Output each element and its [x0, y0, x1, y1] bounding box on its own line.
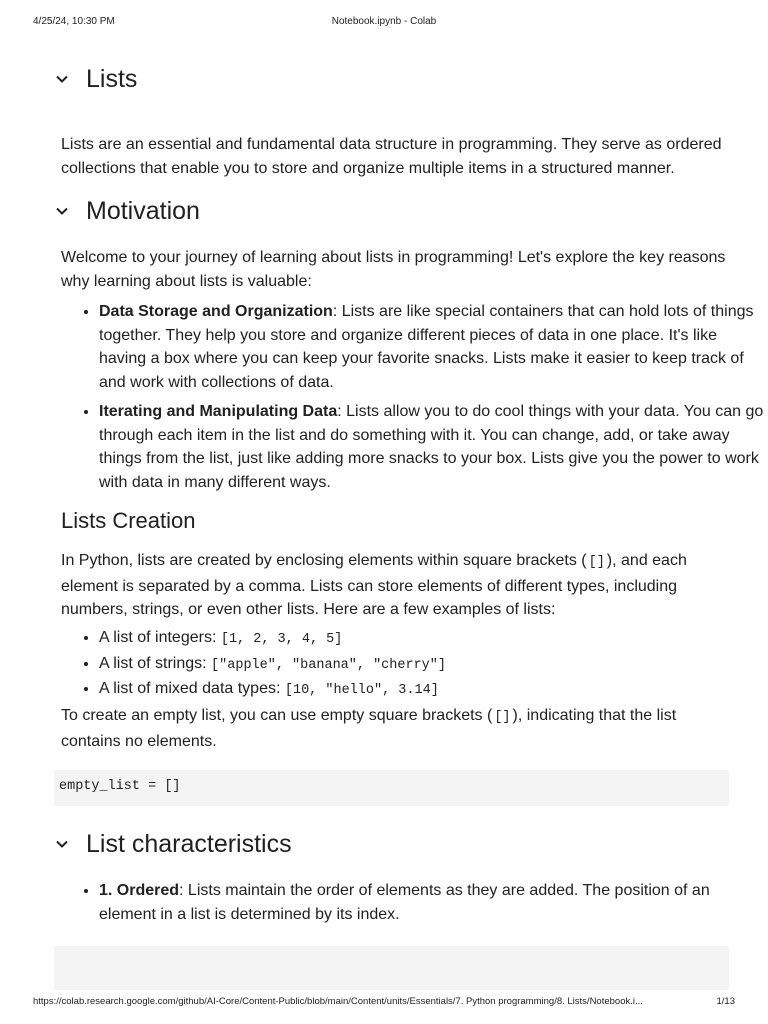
characteristics-bullet-list [61, 879, 767, 926]
print-footer [33, 996, 735, 1010]
bullet-heading: 1. Ordered [99, 882, 180, 899]
motivation-bullet-list [61, 300, 767, 500]
section-title-list-characteristics: List characteristics [86, 829, 292, 858]
empty-list-paragraph [61, 704, 731, 753]
section-title-lists-creation: Lists Creation [61, 508, 196, 533]
example-label: A list of integers: [99, 629, 221, 646]
creation-intro-text-before: In Python, lists are created by enclosing elements within square brackets ( [61, 552, 587, 569]
bullet-text: : Lists maintain the order of elements as they are added. The position of an element in a list is determined by its index. [99, 882, 710, 923]
print-url: https://colab.research.google.com/github/AI-Core/Content-Public/blob/main/Content/units/Essentials/7. Python programming/8. Lists/Notebook.i... [33, 996, 643, 1007]
creation-examples-list [61, 626, 767, 703]
section-header-list-characteristics [54, 828, 292, 860]
list-item [99, 677, 767, 703]
lists-intro-paragraph: Lists are an essential and fundamental data structure in programming. They serve as ordered collections that enable you to store and organize multiple items in a structured manner. [61, 136, 722, 177]
section-title-lists: Lists [86, 64, 138, 93]
section-header-lists [54, 63, 137, 95]
code-cell[interactable] [54, 946, 729, 990]
list-item [99, 400, 767, 494]
empty-list-text-after: ), indicating that the list contains no elements. [61, 707, 677, 750]
creation-intro-text-after: ), and each element is separated by a comma. Lists can store elements of different types, including numbers, strings, or even other lists. Here are a few examples of lists: [61, 552, 687, 618]
section-title-motivation: Motivation [86, 196, 200, 225]
example-label: A list of strings: [99, 654, 212, 672]
chevron-down-icon[interactable] [54, 836, 70, 852]
inline-code: [] [494, 710, 511, 725]
print-datetime: 4/25/24, 10:30 PM [33, 16, 115, 27]
list-item [99, 300, 767, 394]
section-header-motivation [54, 195, 200, 227]
example-code: [10, "hello", 3.14] [284, 683, 439, 698]
print-header [33, 16, 735, 30]
bullet-heading: Data Storage and Organization [99, 303, 333, 320]
bullet-text: : Lists are like special containers that can hold lots of things together. They help you store and organize different pieces of data in one place. It's like having a box where you can keep your favorite snacks. Lists make it easier to keep track of and work with collections of data. [99, 303, 754, 391]
section-header-lists-creation [61, 505, 196, 537]
code-cell-source[interactable]: empty_list = [] [59, 779, 181, 794]
chevron-down-icon[interactable] [54, 203, 70, 219]
list-item [99, 626, 767, 652]
list-item [99, 879, 767, 926]
inline-code: [] [588, 555, 605, 570]
code-cell[interactable] [54, 770, 729, 806]
list-item [99, 652, 767, 678]
print-page-number: 1/13 [716, 996, 735, 1007]
print-page-title: Notebook.ipynb - Colab [331, 16, 437, 27]
example-label: A list of mixed data types: [99, 680, 285, 697]
creation-intro-paragraph [61, 549, 731, 622]
example-code: ["apple", "banana", "cherry"] [211, 657, 446, 673]
example-code: [1, 2, 3, 4, 5] [220, 632, 343, 647]
empty-list-text-before: To create an empty list, you can use empty square brackets ( [61, 707, 493, 724]
bullet-text: : Lists allow you to do cool things with your data. You can go through each item in the list and do something with it. You can change, add, or take away things from the list, just like adding more snacks to your box. Lists give you the power to work with data in many different ways. [99, 403, 764, 491]
motivation-intro-paragraph: Welcome to your journey of learning about lists in programming! Let's explore the key reasons why learning about lists is valuable: [61, 249, 726, 290]
chevron-down-icon[interactable] [54, 71, 70, 87]
bullet-heading: Iterating and Manipulating Data [99, 403, 338, 420]
